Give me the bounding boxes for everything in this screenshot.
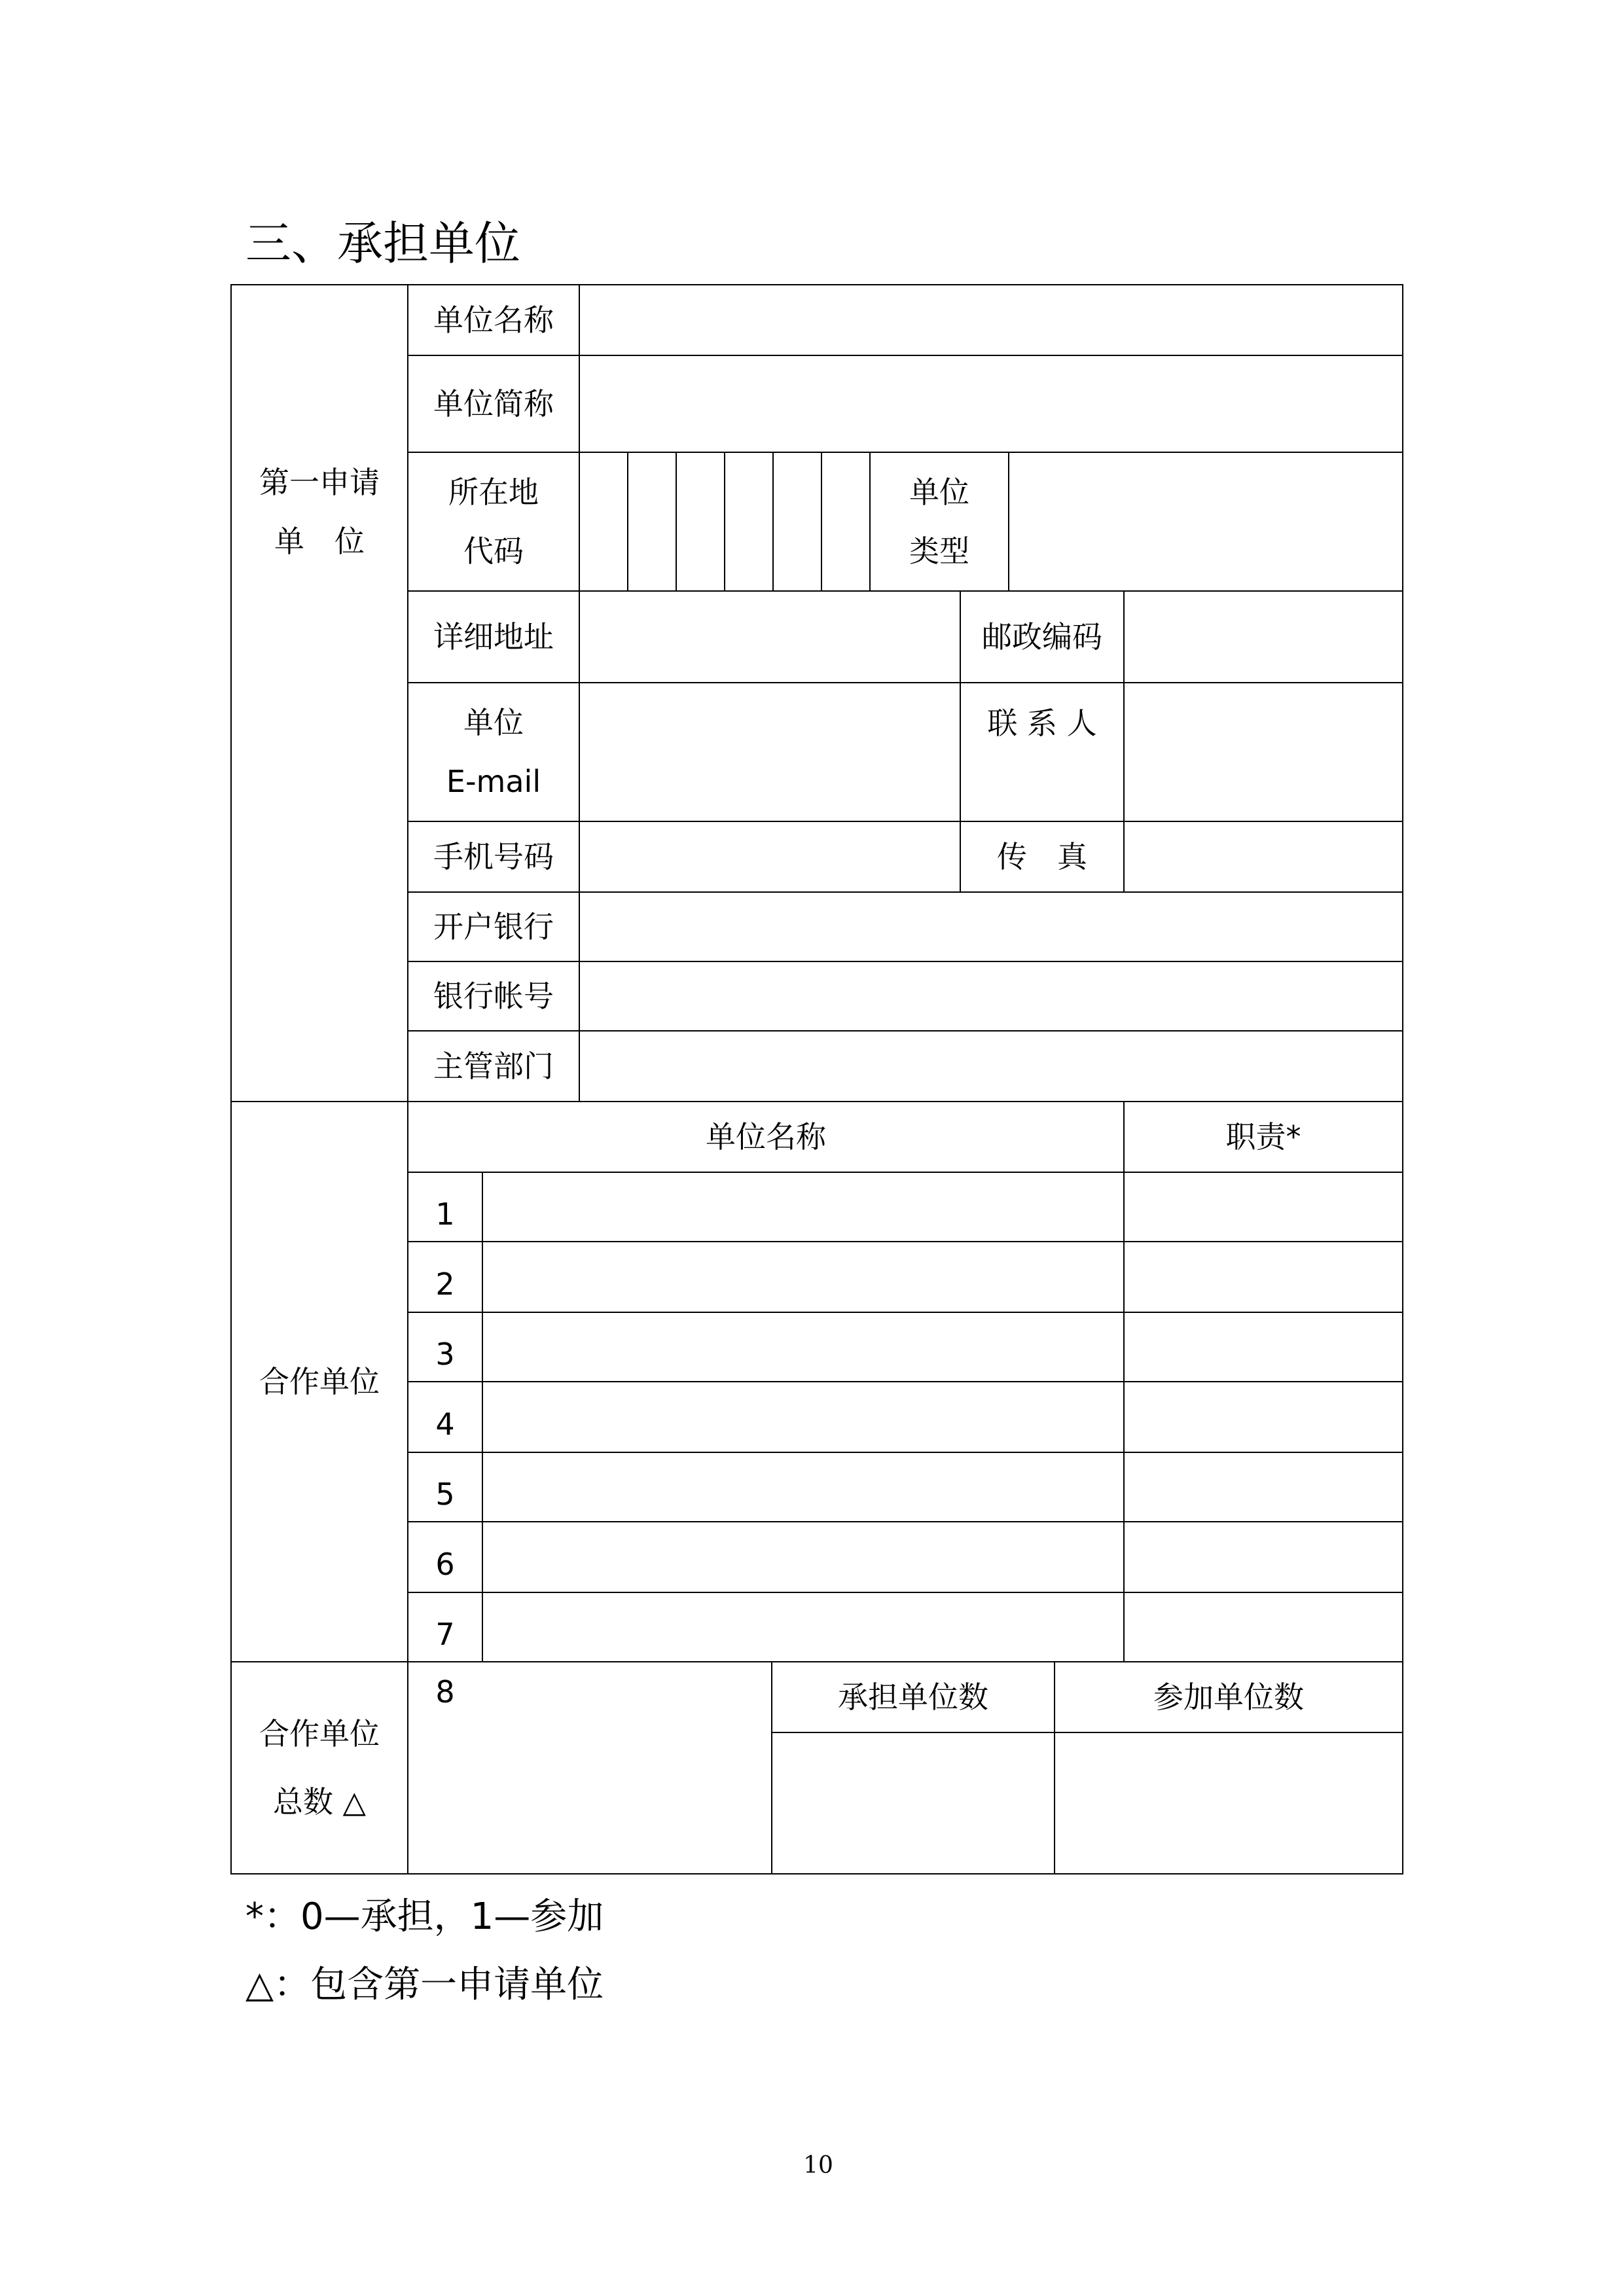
contact-label: 联 系 人 bbox=[987, 706, 1097, 741]
account-label: 银行帐号 bbox=[433, 978, 554, 1014]
undertaking-unit-form bbox=[230, 284, 1403, 1874]
department-label: 主管部门 bbox=[433, 1049, 554, 1084]
partners-group-label: 合作单位 bbox=[259, 1364, 380, 1399]
address-field[interactable] bbox=[580, 592, 960, 682]
partner-duty-field[interactable] bbox=[1125, 1313, 1402, 1381]
partner-row-number: 3 bbox=[435, 1336, 455, 1372]
partners-col-name: 单位名称 bbox=[706, 1119, 826, 1155]
partner-name-field[interactable] bbox=[483, 1453, 1123, 1521]
location-code-digit-2[interactable] bbox=[628, 453, 676, 590]
location-code-digit-3[interactable] bbox=[677, 453, 724, 590]
mobile-field[interactable] bbox=[580, 822, 960, 891]
section-title: 三、承担单位 bbox=[245, 217, 520, 270]
partners-col-duty: 职责* bbox=[1225, 1119, 1301, 1155]
location-code-digit-6[interactable] bbox=[822, 453, 869, 590]
partner-duty-field[interactable] bbox=[1125, 1522, 1402, 1592]
unit-type-label-line1: 单位 bbox=[909, 475, 969, 510]
postcode-field[interactable] bbox=[1125, 592, 1402, 682]
partner-name-field[interactable] bbox=[483, 1382, 1123, 1452]
table-border-bottom bbox=[230, 1873, 1403, 1874]
postcode-label: 邮政编码 bbox=[982, 619, 1102, 655]
undertaking-count-label: 承担单位数 bbox=[838, 1679, 988, 1715]
unit-abbr-field[interactable] bbox=[580, 356, 1402, 452]
unit-abbr-label: 单位简称 bbox=[433, 386, 554, 422]
triangle-legend-note: △：包含第一申请单位 bbox=[245, 1964, 604, 2006]
totals-count-field[interactable] bbox=[408, 1662, 771, 1873]
unit-name-field[interactable] bbox=[580, 285, 1402, 355]
participating-count-field[interactable] bbox=[1055, 1733, 1402, 1873]
location-code-label-line2: 代码 bbox=[463, 533, 524, 569]
partner-duty-field[interactable] bbox=[1125, 1593, 1402, 1661]
participating-count-label: 参加单位数 bbox=[1153, 1679, 1304, 1715]
mobile-label: 手机号码 bbox=[433, 839, 554, 874]
fax-field[interactable] bbox=[1125, 822, 1402, 891]
duty-legend-note: *：0—承担，1—参加 bbox=[245, 1895, 604, 1938]
partner-name-field[interactable] bbox=[483, 1313, 1123, 1381]
partner-name-field[interactable] bbox=[483, 1242, 1123, 1312]
contact-field[interactable] bbox=[1125, 683, 1402, 821]
location-code-digit-4[interactable] bbox=[725, 453, 772, 590]
totals-label bbox=[232, 1662, 407, 1873]
fax-label: 传 真 bbox=[997, 839, 1087, 874]
location-code-digit-1[interactable] bbox=[580, 453, 627, 590]
partner-duty-field[interactable] bbox=[1125, 1242, 1402, 1312]
applicant-group-label-line1: 第一申请 bbox=[259, 465, 380, 500]
location-code-label-line1: 所在地 bbox=[448, 475, 539, 510]
partner-row-number: 6 bbox=[435, 1547, 455, 1582]
email-field[interactable] bbox=[580, 683, 960, 821]
partner-duty-field[interactable] bbox=[1125, 1382, 1402, 1452]
partner-name-field[interactable] bbox=[483, 1593, 1123, 1661]
address-label: 详细地址 bbox=[433, 619, 554, 655]
location-code-digit-5[interactable] bbox=[774, 453, 821, 590]
bank-label: 开户银行 bbox=[433, 909, 554, 944]
unit-type-label bbox=[871, 453, 1008, 590]
partner-row-number: 1 bbox=[435, 1196, 455, 1232]
totals-label-line2: 总数 △ bbox=[273, 1784, 366, 1820]
partner-duty-field[interactable] bbox=[1125, 1173, 1402, 1241]
bank-field[interactable] bbox=[580, 893, 1402, 961]
partner-name-field[interactable] bbox=[483, 1522, 1123, 1592]
email-label-line2: E-mail bbox=[446, 764, 541, 799]
applicant-group-label-line2: 单 位 bbox=[274, 524, 365, 559]
applicant-group-label bbox=[232, 427, 407, 597]
partner-row-number: 2 bbox=[435, 1266, 455, 1302]
account-field[interactable] bbox=[580, 962, 1402, 1030]
unit-type-field[interactable] bbox=[1009, 453, 1402, 590]
department-field[interactable] bbox=[580, 1031, 1402, 1101]
page-number: 10 bbox=[803, 2152, 833, 2179]
undertaking-count-field[interactable] bbox=[772, 1733, 1054, 1873]
email-label-line1: 单位 bbox=[463, 705, 524, 740]
totals-label-line1: 合作单位 bbox=[259, 1716, 380, 1751]
unit-name-label: 单位名称 bbox=[433, 302, 554, 338]
partner-name-field[interactable] bbox=[483, 1173, 1123, 1241]
email-label bbox=[408, 683, 579, 821]
unit-type-label-line2: 类型 bbox=[909, 533, 969, 569]
table-border-right bbox=[1402, 284, 1403, 1874]
partner-row-number: 7 bbox=[435, 1617, 455, 1652]
location-code-label bbox=[408, 453, 579, 590]
partner-row-number: 4 bbox=[435, 1407, 455, 1442]
partner-row-number: 5 bbox=[435, 1477, 455, 1512]
partner-row-number: 8 bbox=[435, 1674, 455, 1710]
partner-duty-field[interactable] bbox=[1125, 1453, 1402, 1521]
